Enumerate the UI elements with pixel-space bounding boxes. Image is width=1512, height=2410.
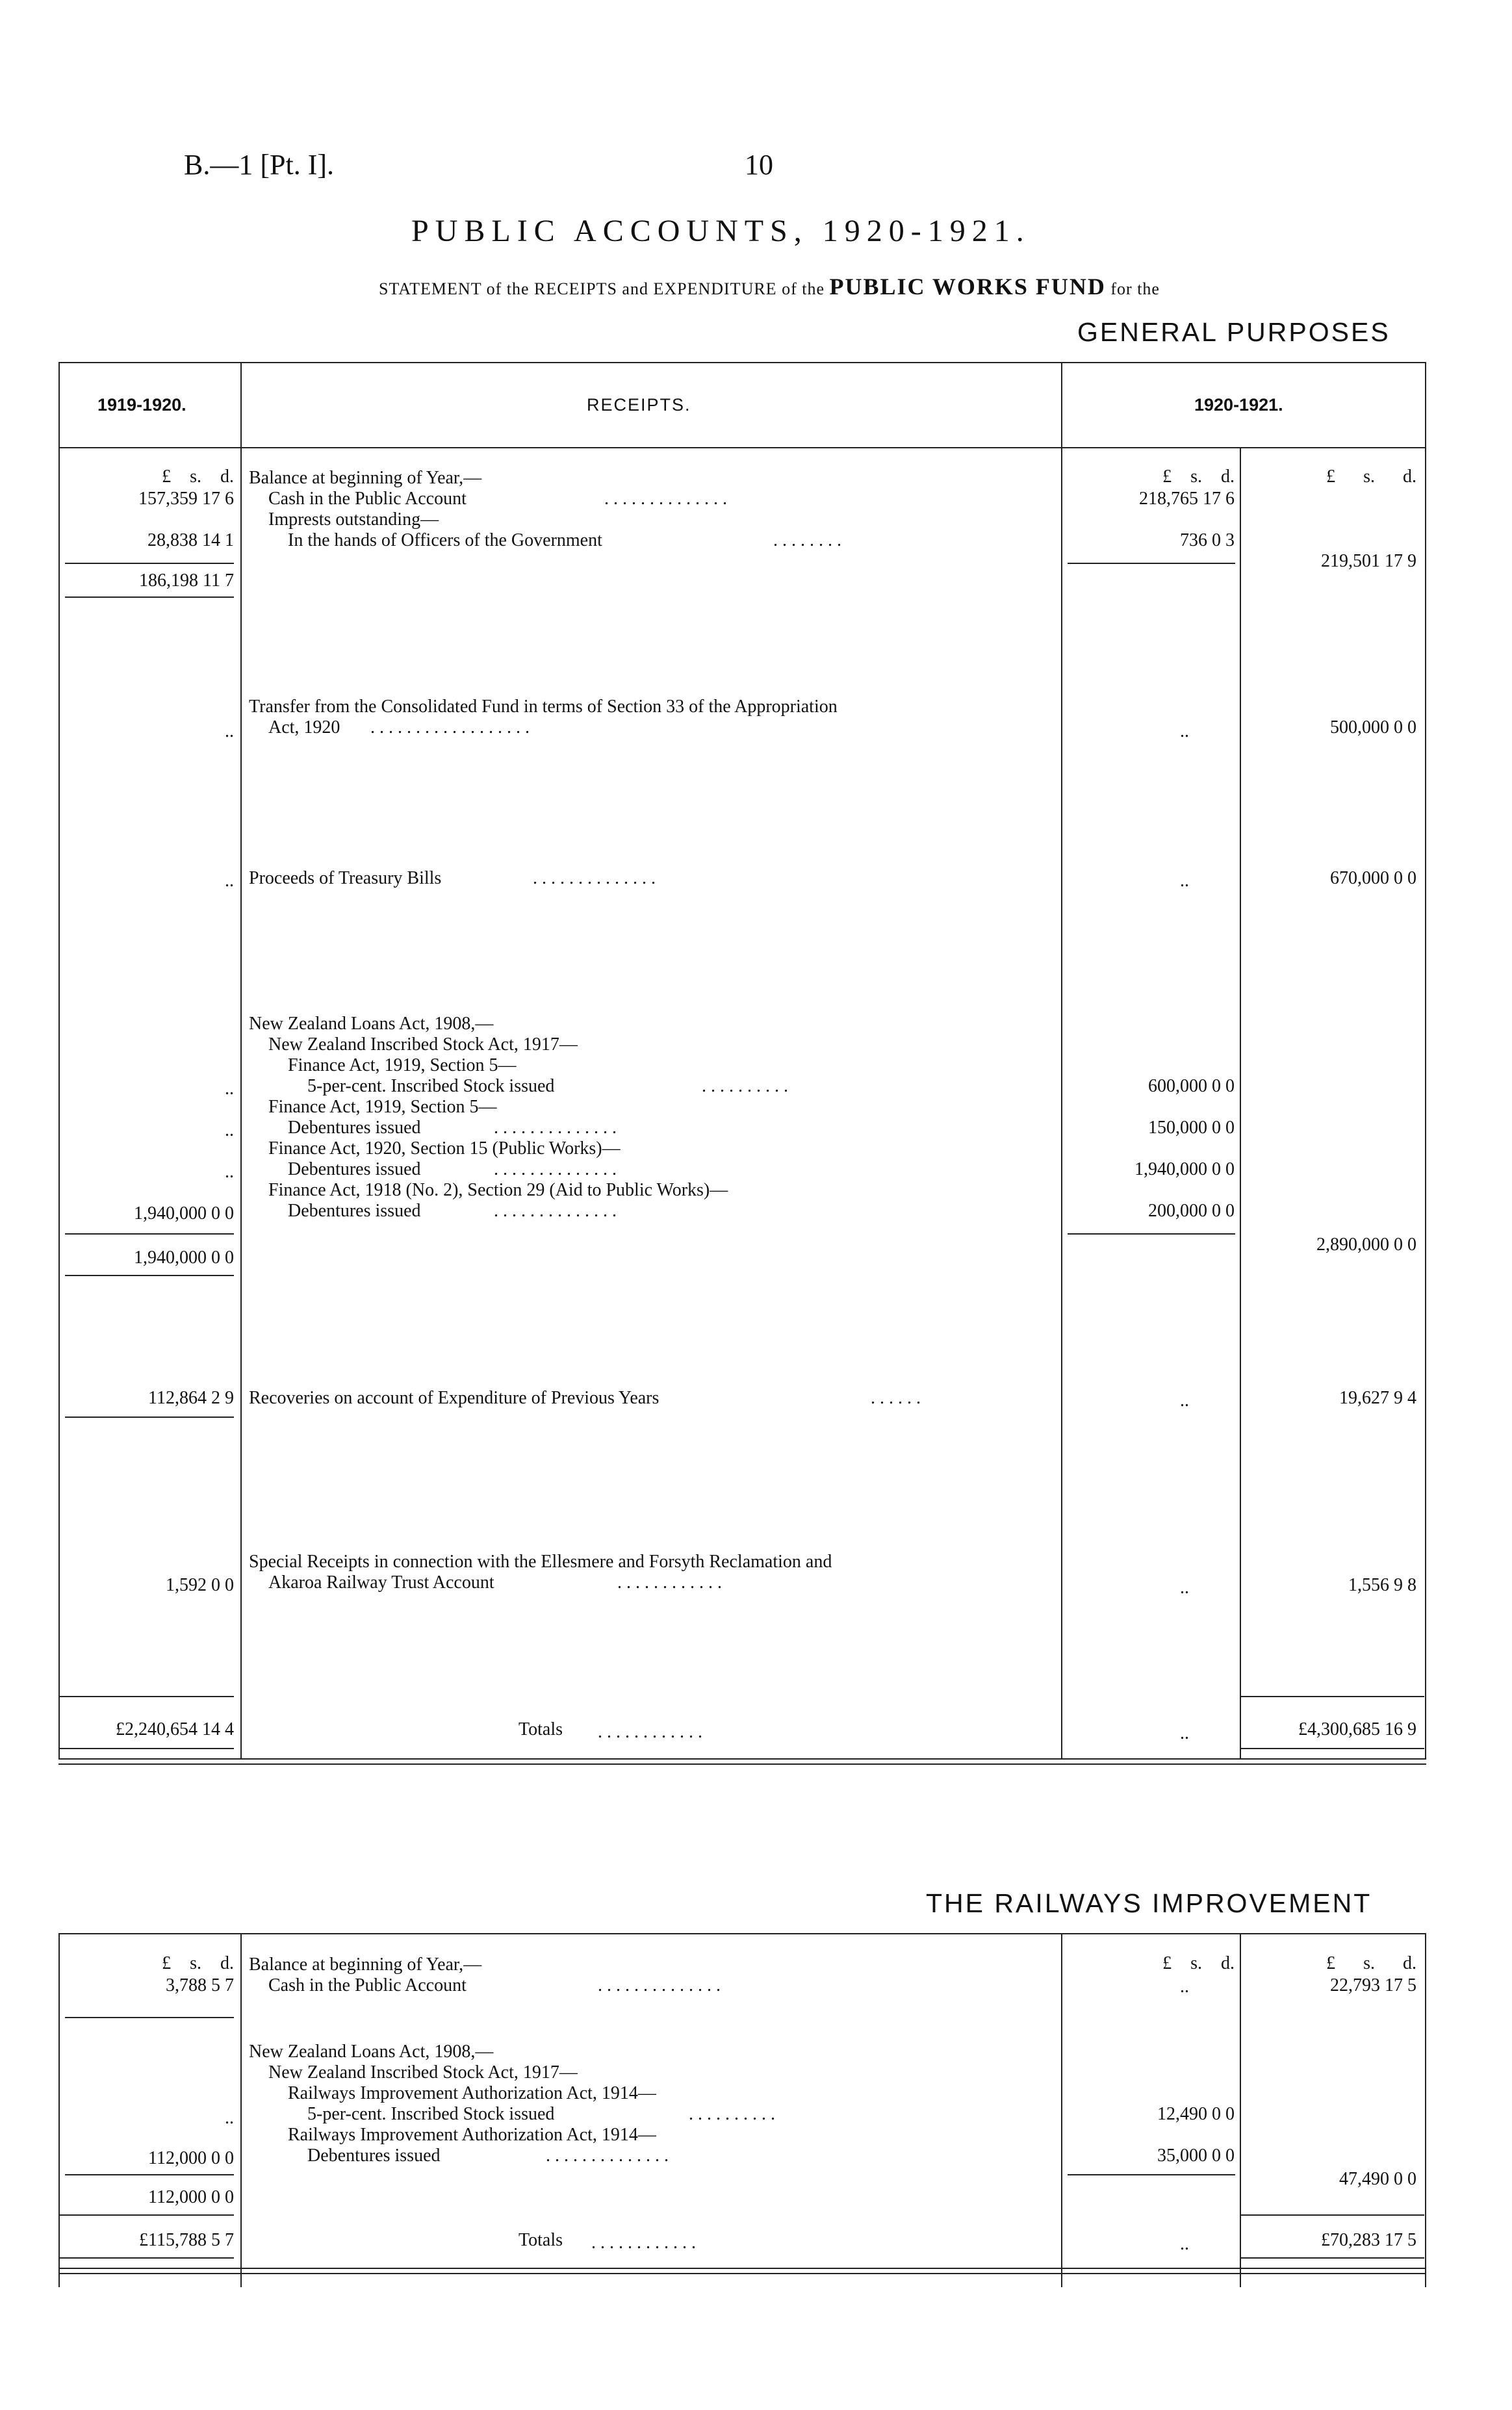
column-divider [1061,362,1062,1759]
transfer-label-line2: Act, 1920 [268,717,340,737]
totals-inner: .. [1180,1723,1189,1743]
statement-prefix: STATEMENT of the RECEIPTS and EXPENDITURE of the [379,279,825,298]
loans-curr-total: 47,490 0 0 [1339,2169,1416,2189]
cash-label: Cash in the Public Account [268,1975,467,1995]
subtotal-rule [1068,563,1235,564]
totals-inner: .. [1180,2234,1189,2254]
curr-balance-total: 219,501 17 9 [1321,551,1416,571]
loans-inner-2: 150,000 0 0 [1148,1118,1235,1138]
treasury-curr: 670,000 0 0 [1330,868,1416,888]
column-divider [1240,447,1241,1759]
loans-inner-2: 35,000 0 0 [1157,2146,1235,2166]
cash-label: Cash in the Public Account [268,489,467,509]
recoveries-prev: 112,864 2 9 [148,1388,234,1408]
totals-label: Totals [519,2230,563,2250]
balance-label: Balance at beginning of Year,— [249,1955,482,1975]
dot-leader: . . . . . . . . . . . . . . . . . . [370,717,530,737]
dot-leader: . . . . . . . . . . . . [598,1722,702,1742]
inner-cash: .. [1180,1977,1189,1997]
loans-line7: Finance Act, 1920, Section 15 (Public Works)— [268,1138,621,1159]
totals-rule [60,2214,234,2216]
dot-leader: . . . . . . . . . . . . [591,2233,696,2253]
page-number: 10 [745,149,773,181]
dot-leader: . . . . . . . . . . [702,1076,788,1096]
units-outer: £ s. d. [1326,467,1416,487]
loans-line5: Railways Improvement Authorization Act, 1914— [288,2125,656,2145]
special-curr: 1,556 9 8 [1348,1575,1416,1595]
table-top-rule [58,362,1426,363]
hands-label: In the hands of Officers of the Government [288,530,602,550]
loans-line9: Finance Act, 1918 (No. 2), Section 29 (Aid to Public Works)— [268,1180,728,1200]
totals-rule [1241,1696,1424,1697]
page-title: PUBLIC ACCOUNTS, 1920-1921. [411,214,1031,248]
dot-leader: . . . . . . . . . . . . . . [598,1975,721,1995]
subtotal-rule [65,1417,234,1418]
units-prev: £ s. d. [162,1953,234,1973]
prev-balance-total: 186,198 11 7 [139,570,234,591]
loans-line10: Debentures issued [288,1201,421,1221]
treasury-inner: .. [1180,871,1189,891]
special-label-line1: Special Receipts in connection with the Ellesmere and Forsyth Reclamation and [249,1552,832,1572]
dot-leader: . . . . . . [871,1388,921,1408]
subtotal-rule [1068,1233,1235,1235]
totals-rule [60,2257,234,2259]
dot-leader: . . . . . . . . . . . . . . [494,1118,617,1138]
transfer-prev: .. [225,721,234,741]
special-prev: 1,592 0 0 [166,1575,234,1595]
loans-inner-4: 200,000 0 0 [1148,1201,1235,1221]
subtotal-rule [65,2017,234,2018]
recoveries-inner: .. [1180,1391,1189,1411]
loans-line5: Finance Act, 1919, Section 5— [268,1097,497,1117]
right-border [1425,1933,1426,2287]
column-header-1919-1920: 1919-1920. [97,395,186,415]
dot-leader: . . . . . . . . . . [689,2104,775,2124]
subtotal-rule [65,563,234,564]
prev-cash: 157,359 17 6 [138,489,234,509]
statement-suffix: for the [1110,279,1160,298]
column-divider [1240,1933,1241,2287]
transfer-curr: 500,000 0 0 [1330,717,1416,737]
special-inner: .. [1180,1578,1189,1598]
section-heading-railways-improvement: THE RAILWAYS IMPROVEMENT [926,1888,1372,1918]
subtotal-rule [65,2174,234,2175]
table-header-rule [58,447,1426,448]
dot-leader: . . . . . . . . . . . . . . [533,868,656,888]
subtotal-rule [65,596,234,598]
loans-line4: 5-per-cent. Inscribed Stock issued [307,2104,555,2124]
loans-curr-total: 2,890,000 0 0 [1316,1235,1416,1255]
loans-prev-2: 112,000 0 0 [148,2148,234,2168]
prev-cash: 3,788 5 7 [166,1975,234,1995]
loans-line3: Finance Act, 1919, Section 5— [288,1055,517,1075]
loans-prev-3: .. [225,1162,234,1182]
curr-cash: 218,765 17 6 [1139,489,1235,509]
loans-inner-1: 12,490 0 0 [1157,2104,1235,2124]
dot-leader: . . . . . . . . [773,530,841,550]
table-top-rule [58,1933,1426,1934]
loans-line3: Railways Improvement Authorization Act, 1914— [288,2083,656,2103]
subtotal-rule [1068,2174,1235,2175]
totals-label: Totals [519,1719,563,1739]
column-header-receipts: RECEIPTS. [587,395,691,415]
recoveries-label: Recoveries on account of Expenditure of Previous Years [249,1388,660,1408]
dot-leader: . . . . . . . . . . . . . . [494,1201,617,1221]
loans-inner-3: 1,940,000 0 0 [1134,1159,1235,1179]
treasury-prev: .. [225,871,234,891]
units-inner: £ s. d. [1162,1953,1235,1973]
balance-label: Balance at beginning of Year,— [249,468,482,488]
units-prev: £ s. d. [162,467,234,487]
totals-curr: £70,283 17 5 [1321,2230,1416,2250]
dot-leader: . . . . . . . . . . . . . . [546,2146,669,2166]
subtotal-rule [65,1275,234,1276]
loans-prev-total: 1,940,000 0 0 [134,1248,234,1268]
column-header-1920-1921: 1920-1921. [1194,395,1283,415]
loans-prev-1: .. [225,2108,234,2128]
imprests-label: Imprests outstanding— [268,509,439,530]
units-outer: £ s. d. [1326,1953,1416,1973]
statement-heading [379,273,1160,300]
subtotal-rule [65,1233,234,1235]
loans-prev-4: 1,940,000 0 0 [134,1203,234,1224]
loans-line2: New Zealand Inscribed Stock Act, 1917— [268,1034,578,1055]
dot-leader: . . . . . . . . . . . . . . [494,1159,617,1179]
loans-prev-2: .. [225,1120,234,1140]
totals-rule [60,1696,234,1697]
document-reference: B.—1 [Pt. I]. [184,149,334,181]
column-divider [240,1933,242,2287]
totals-rule [1241,2214,1424,2216]
curr-hands: 736 0 3 [1180,530,1235,550]
units-inner: £ s. d. [1162,467,1235,487]
transfer-inner: .. [1180,721,1189,741]
loans-prev-total: 112,000 0 0 [148,2187,234,2207]
table-bottom-rule [58,2268,1426,2274]
table-bottom-rule [58,1758,1426,1765]
curr-cash: 22,793 17 5 [1330,1975,1416,1995]
prev-hands: 28,838 14 1 [147,530,234,550]
loans-line1: New Zealand Loans Act, 1908,— [249,2042,494,2062]
loans-line6: Debentures issued [288,1118,421,1138]
dot-leader: . . . . . . . . . . . . . . [604,489,727,509]
loans-line1: New Zealand Loans Act, 1908,— [249,1014,494,1034]
treasury-label: Proceeds of Treasury Bills [249,868,442,888]
section-heading-general-purposes: GENERAL PURPOSES [1077,317,1390,347]
totals-rule [1241,1748,1424,1749]
dot-leader: . . . . . . . . . . . . [617,1572,722,1593]
totals-prev: £2,240,654 14 4 [116,1719,234,1739]
special-label-line2: Akaroa Railway Trust Account [268,1572,494,1593]
transfer-label-line1: Transfer from the Consolidated Fund in terms of Section 33 of the Appropriation [249,697,838,717]
left-border [58,362,60,1759]
recoveries-curr: 19,627 9 4 [1339,1388,1416,1408]
loans-prev-1: .. [225,1079,234,1099]
column-divider [1061,1933,1062,2287]
totals-rule [60,1748,234,1749]
loans-inner-1: 600,000 0 0 [1148,1076,1235,1096]
totals-rule [1241,2257,1424,2259]
loans-line6: Debentures issued [307,2146,441,2166]
loans-line8: Debentures issued [288,1159,421,1179]
loans-line2: New Zealand Inscribed Stock Act, 1917— [268,2062,578,2083]
loans-line4: 5-per-cent. Inscribed Stock issued [307,1076,555,1096]
statement-fund: PUBLIC WORKS FUND [829,274,1106,300]
totals-prev: £115,788 5 7 [139,2230,234,2250]
right-border [1425,362,1426,1759]
column-divider [240,362,242,1759]
totals-curr: £4,300,685 16 9 [1298,1719,1416,1739]
